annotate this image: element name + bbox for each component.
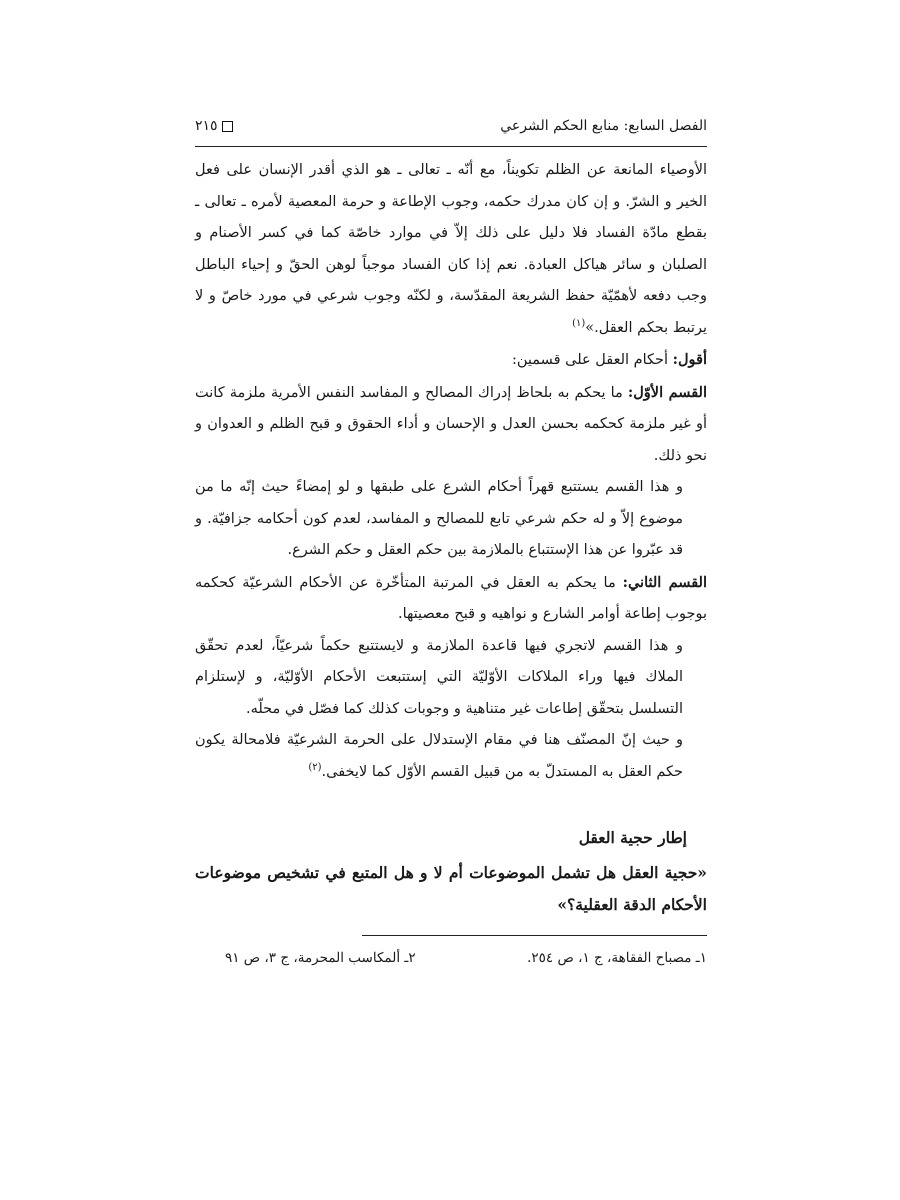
paragraph-2 (195, 344, 707, 377)
footnote-ref-2: (٢) (308, 761, 322, 773)
paragraph-3 (195, 377, 707, 473)
paragraph-1-text: الأوصياء المانعة عن الظلم تكويناً، مع أنّه ـ تعالى ـ هو الذي أقدر الإنسان على فعل الخير و الشرّ. و إن كان مدرك حكمه، وجوب الإطاعة و حرمة المعصية لأمره ـ تعالى ـ بقطع مادّة الفساد فلا دليل على ذلك إلاّ في موارد خاصّة كما في كسر الأصنام و الصلبان و سائر هياكل العبادة. نعم إذا كان الفساد موجباً لوهن الحقّ و إحياء الباطل وجب دفعه لأهمّيّة حفظ الشريعة المقدّسة، و لكنّه وجوب شرعي في مورد خاصّ و لا يرتبط بحكم العقل.» (195, 162, 707, 336)
paragraph-1 (195, 155, 707, 344)
square-icon (222, 121, 233, 132)
footnotes (195, 950, 707, 966)
header-rule (195, 146, 707, 147)
paragraph-2-lead: أقول: (672, 351, 707, 368)
book-page (195, 112, 707, 1072)
paragraph-4: و هذا القسم يستتبع قهراً أحكام الشرع على طبقها و لو إمضاءً حيث إنّه ما من موضوع إلاّ و له حكم شرعي تابع للمصالح و المفاسد، لعدم كون أحكامه جزافيّة. و قد عبّروا عن هذا الإستتباع بالملازمة بين حكم العقل و حكم الشرع. (195, 479, 683, 558)
footnote-rule (362, 935, 707, 936)
section-quote: «حجية العقل هل تشمل الموضوعات أم لا و هل المتبع في تشخيص موضوعات الأحكام الدقة العقلية؟» (195, 863, 707, 914)
page-number (195, 118, 233, 134)
running-header (195, 112, 707, 140)
paragraph-3-lead: القسم الأوّل: (627, 383, 707, 401)
footnote-1: ١ـ مصباح الفقاهة، ج ١، ص ٢٥٤. (527, 950, 707, 966)
paragraph-5 (195, 567, 707, 631)
paragraph-7 (195, 725, 707, 788)
footnote-2: ٢ـ ألمكاسب المحرمة، ج ٣، ص ٩١ (225, 950, 416, 966)
paragraph-6: و هذا القسم لاتجري فيها قاعدة الملازمة و لايستتبع حكماً شرعيّاً، لعدم تحقّق الملاك فيها وراء الملاكات الأوّليّة التي إستتبعت الأحكام الأوّليّة، و لإستلزام التسلسل بتحقّق إطاعات غير متناهية و وجوبات كذلك كما فصّل في محلّه. (195, 637, 683, 717)
paragraph-2-text: أحكام العقل على قسمين: (511, 352, 673, 368)
page-number-value: ٢١٥ (195, 118, 218, 134)
footnote-ref-1: (١) (572, 317, 586, 329)
section-title: إطار حجية العقل (578, 828, 687, 847)
paragraph-3-text: ما يحكم به بلحاظ إدراك المصالح و المفاسد النفس الأمرية ملزمة كانت أو غير ملزمة كحكمه بحسن العدل و الإحسان و أداء الحقوق و قبح الظلم و العدوان و نحو ذلك. (195, 384, 707, 464)
paragraph-5-lead: القسم الثاني: (622, 573, 708, 591)
chapter-title: الفصل السابع: منابع الحكم الشرعي (500, 118, 707, 134)
main-text (195, 155, 707, 788)
paragraph-5-text: ما يحكم به العقل في المرتبة المتأخّرة عن الأحكام الشرعيّة كحكمه بوجوب إطاعة أوامر الشارع و نواهيه و قبح معصيتها. (195, 574, 707, 622)
paragraph-7-text: و حيث إنّ المصنّف هنا في مقام الإستدلال على الحرمة الشرعيّة فلامحالة يكون حكم العقل به المستدلّ به من قبيل القسم الأوّل كما لايخفى. (195, 732, 683, 780)
